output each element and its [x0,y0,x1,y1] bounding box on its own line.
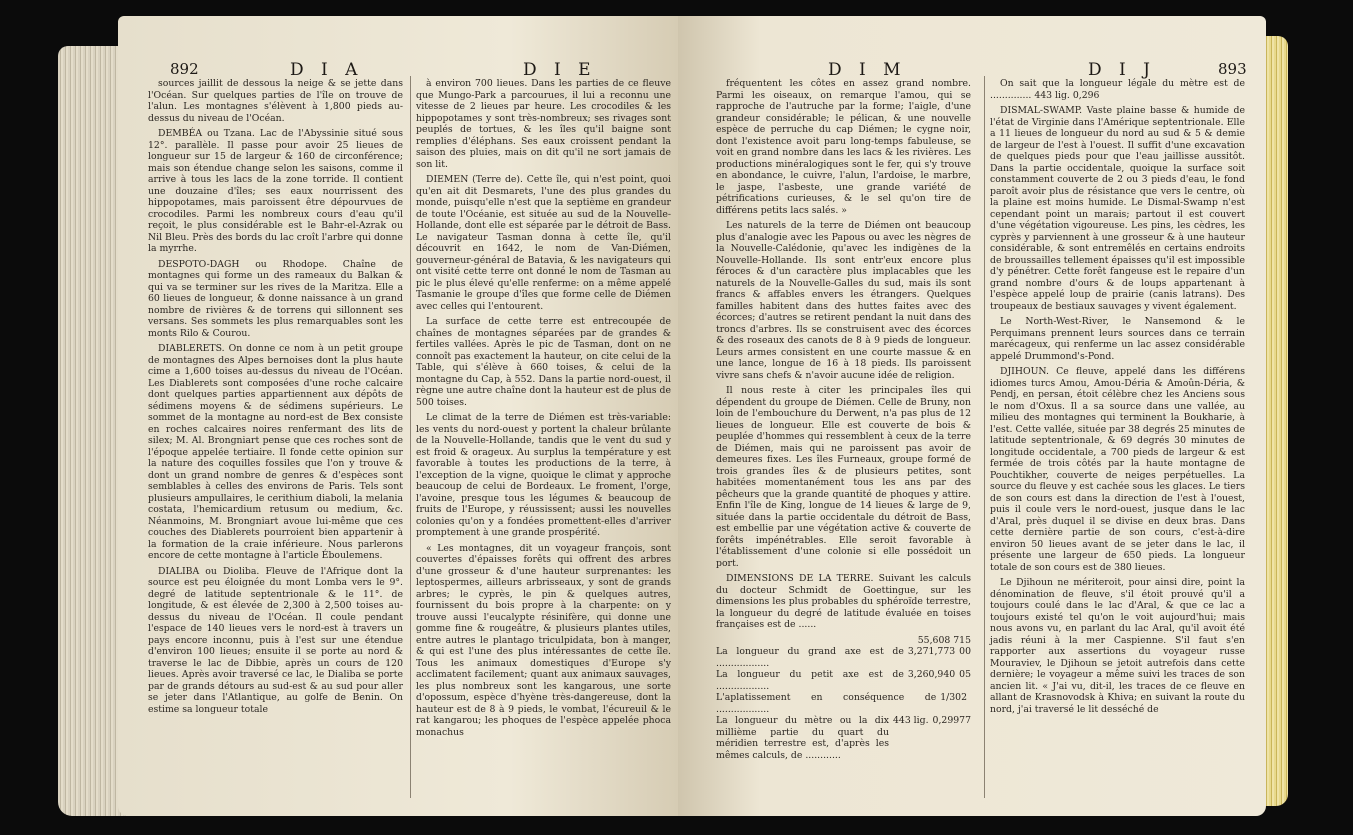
paragraph: DESPOTO-DAGH ou Rhodope. Chaîne de montagnes qui forme un des rameaux du Balkan & qui va se terminer sur les rives de la Maritza. Elle a 60 lieues de longueur, & donne naissance à un grand nombre de rivières & de torrens qui sillonnent ses versans. Ses sommets les plus remarquables sont les monts Rilo & Courou. [148,258,403,339]
paragraph: « Les montagnes, dit un voyageur françois, sont couvertes d'épaisses forêts qui offrent des arbres d'une grosseur & d'une hauteur surprenantes: les leptospermes, ailleurs arbrisseaux, y sont de grands arbres; le cyprès, le pin & quelques autres, fournissent du bois propre à la charpente: on y trouve aussi l'eucalypte résinifère, qui donne une gomme fine & rougeâtre, & plusieurs plantes utiles, entre autres le plantago triculpidata, bon à manger, & qui est l'une des plus intéressantes de cette île. Tous les animaux domestiques d'Europe s'y acclimatent facilement; quant aux animaux sauvages, les plus nombreux sont les kangarous, une sorte d'opossum, espèce d'hyène très-dangereuse, dont la hauteur est de 8 à 9 pieds, le vombat, l'écureuil & le rat kangarou; les phoques de l'espèce appelée phoca monachus [416,542,671,738]
dimension-label: La longueur du petit axe est de .................. [716,669,904,692]
running-header: D I A [290,60,364,80]
paragraph: DIALIBA ou Dioliba. Fleuve de l'Afrique dont la source est peu éloignée du mont Lomba vers le 9°. degré de latitude septentrionale & le 11°. de longitude, & est élevée de 2,300 à 2,500 toises au-dessus du niveau de l'Océan. Il coule pendant l'espace de 140 lieues vers le nord-est à travers un pays encore inconnu, puis à l'est sur une étendue d'environ 100 lieues; ensuite il se porte au nord & traverse le lac de Dibbie, après un cours de 120 lieues. Après avoir traversé ce lac, le Dialiba se porte par de grands détours au sud-est & au sud pour aller se jeter dans l'Atlantique, au golfe de Benin. On estime sa longueur totale [148,565,403,715]
dimension-label: La longueur du mètre ou la dix millième partie du quart du méridien terrestre est, d'après les mêmes calculs, de ............ [716,715,889,761]
paragraph: DISMAL-SWAMP. Vaste plaine basse & humide de l'état de Virginie dans l'Amérique septentrionale. Elle a 11 lieues de longueur du nord au sud & 5 & demie de largeur de l'est à l'ouest. Il suffit d'une excavation de quelques pieds pour que l'eau jaillisse aussitôt. Dans la partie occidentale, quoique la surface soit constamment couverte de 2 ou 3 pieds d'eau, le fond paroît avoir plus de résistance que vers le centre, où la plaine est moins humide. Le Dismal-Swamp n'est cependant point un marais; partout il est couvert d'une végétation vigoureuse. Les pins, les cèdres, les cyprès y parviennent à une grosseur & à une hauteur considérable, & sont entremêlés en certains endroits de broussailles tellement épaisses qu'il est impossible d'y pénétrer. Cette forêt fangeuse est le repaire d'un grand nombre d'ours & de loups appartenant à l'espèce appelé loup de prairie (canis latrans). Des troupeaux de bestiaux sauvages y vivent également. [990,105,1245,312]
dimension-label: L'aplatissement en conséquence de .................. [716,692,937,715]
paragraph: DJIHOUN. Ce fleuve, appelé dans les différens idiomes turcs Amou, Amou-Déria & Amoûn-Déria, & Pendj, en persan, étoit célèbre chez les Anciens sous le nom d'Oxus. Il a sa source dans une vallée, au milieu des montagnes qui terminent la Boukharie, à l'est. Cette vallée, située par 38 degrés 25 minutes de latitude septentrionale, & 69 degrés 30 minutes de longitude occidentale, a 700 pieds de largeur & est fermée de trois côtés par la haute montagne de Pouchtikher, couverte de neiges perpétuelles. La source du fleuve y est cachée sous les glaces. Le tiers de son cours est dans la direction de l'est à l'ouest, puis il coule vers le nord-ouest, jusque dans le lac d'Aral, près duquel il se divise en deux bras. Dans cette dernière partie de son cours, c'est-à-dire environ 50 lieues avant de se jeter dans le lac, il présente une largeur de 650 pieds. La longueur totale de son cours est de 380 lieues. [990,366,1245,573]
running-header: D I M [828,60,907,80]
paragraph: On sait que la longueur légale du mètre est de .............. 443 lig. 0,296 [990,78,1245,101]
dimension-row [716,646,971,669]
paragraph: DIABLERETS. On donne ce nom à un petit groupe de montagnes des Alpes bernoises dont la plus haute cime a 1,600 toises au-dessus du niveau de l'Océan. Les Diablerets sont composées d'une roche calcaire dont quelques parties appartiennent aux dépôts de sédimens moyens & de sédimens supérieurs. Le sommet de la montagne au nord-est de Bex consiste en roches calcaires noires renfermant des lits de silex; M. Al. Brongniart pense que ces roches sont de l'époque appelée tertiaire. Il fonde cette opinion sur la nature des coquilles fossiles que l'on y trouve & dont un grand nombre de genres & d'espèces sont semblables à celles des environs de Paris. Tels sont plusieurs ampullaires, le cerithium diaboli, la melania costata, l'hemicardium retusum ou medium, &c. Néanmoins, M. Brongniart avoue lui-même que ces couches des Diablerets pourroient bien appartenir à la formation de la craie inférieure. Nous parlerons encore de cette montagne à l'article Éboulemens. [148,343,403,561]
paragraph: Le climat de la terre de Diémen est très-variable: les vents du nord-ouest y portent la chaleur brûlante de la Nouvelle-Hollande, tandis que le vent du sud y est froid & orageux. Au surplus la température y est favorable à toutes les productions de la terre, à l'exception de la vigne, quoique le climat y approche beaucoup de celui de Bordeaux. Le froment, l'orge, l'avoine, presque tous les légumes & beaucoup de fruits de l'Europe, y réussissent; aussi les nouvelles colonies qu'on y a fondées promettent-elles d'arriver promptement à une grande prospérité. [416,412,671,538]
page-number: 892 [170,60,199,78]
paragraph: Le North-West-River, le Nansemond & le Perquimans prennent leurs sources dans ce terrain marécageux, qui renferme un lac assez considérable appelé Drummond's-Pond. [990,316,1245,362]
right-page-edges [1264,36,1288,806]
column-divider [410,76,411,798]
paragraph: Le Djihoun ne mériteroit, pour ainsi dire, point la dénomination de fleuve, s'il étoit prouvé qu'il a toujours coulé dans le lac d'Aral, & que ce lac a toujours existé tel qu'on le voit aujourd'hui; mais nous avons vu, en parlant du lac Aral, qu'il avoit été jadis réuni à la mer Caspienne. S'il faut s'en rapporter aux assertions du voyageur russe Mouraviev, le Djihoun se jetoit autrefois dans cette dernière; le voyageur a même suivi les traces de son ancien lit. « J'ai vu, dit-il, les traces de ce fleuve en allant de Krasnovodsk à Khiva; en suivant la route du nord, j'ai traversé le lit desséché de [990,577,1245,715]
column-1 [148,78,403,719]
page-number: 893 [1218,60,1247,78]
paragraph: DEMBÉA ou Tzana. Lac de l'Abyssinie situé sous 12°. parallèle. Il passe pour avoir 25 lieues de longueur sur 15 de largeur & 160 de circonférence; mais son étendue change selon les saisons, comme il arrive à tous les lacs de la zone torride. Il contient une douzaine d'îles; ses eaux nourrissent des hippopotames, mais paroissent être dépourvues de crocodiles. Parmi les nombreux cours d'eau qu'il reçoit, le plus considérable est le Bahr-el-Azrak ou Nil Bleu. Près des bords du lac croît l'arbre qui donne la myrrhe. [148,128,403,254]
dimension-suffix: 715 [953,634,971,646]
dimension-row [716,692,971,715]
dimension-row [716,669,971,692]
paragraph: Les naturels de la terre de Diémen ont beaucoup plus d'analogie avec les Papous ou avec les nègres de la Nouvelle-Calédonie, qu'avec les indigènes de la Nouvelle-Hollande. Ils sont entr'eux encore plus féroces & d'un caractère plus implacables que les naturels de la Nouvelle-Galles du sud, mais ils sont francs & affables envers les étrangers. Quelques familles habitent dans des huttes faites avec des écorces; d'autres se retirent pendant la nuit dans des troncs d'arbres. Ils se construisent avec des écorces & des roseaux des canots de 8 à 9 pieds de longueur. Leurs armes consistent en une courte massue & en une lance, longue de 16 à 18 pieds. Ils paroissent vivre sans chefs & n'avoir aucune idée de religion. [716,220,971,381]
dimension-suffix: 0,29977 [932,715,971,726]
column-1 [716,78,971,761]
paragraph: sources jaillit de dessous la neige & se jette dans l'Océan. Sur quelques parties de l'île on trouve de l'alun. Les montagnes s'élèvent à 1,800 pieds au-dessus du niveau de l'Océan. [148,78,403,124]
dimension-value: 3,260,940 [907,669,956,680]
dimension-label: La longueur du grand axe est de .................. [716,646,904,669]
paragraph: fréquentent les côtes en assez grand nombre. Parmi les oiseaux, on remarque l'amou, qui se rapproche de l'autruche par la forme; l'aigle, d'une grandeur considérable; le pélican, & une nouvelle espèce de perruche du cap Diémen; le cygne noir, dont l'existence avoit paru long-temps fabuleuse, se voit en grand nombre dans les lacs & les rivières. Les productions minéralogiques sont le fer, qui s'y trouve en abondance, le cuivre, l'alun, l'ardoise, le marbre, le jaspe, l'asbeste, une grande variété de pétrifications curieuses, & le sel qu'on tire de différens petits lacs salés. » [716,78,971,216]
open-book [58,16,1288,822]
left-page [118,16,678,816]
dimension-value: 1/302 [940,692,967,703]
dimension-value: 55,608 [917,634,951,646]
running-header: D I E [523,60,597,80]
column-2 [416,78,671,742]
running-header: D I J [1088,60,1156,80]
dimension-suffix: 05 [959,669,971,680]
dimension-value: 443 lig. [892,715,929,726]
dimension-row [716,715,971,761]
dimension-value: 3,271,773 [907,646,956,657]
dimension-suffix: 00 [959,646,971,657]
paragraph: La surface de cette terre est entrecoupée de chaînes de montagnes séparées par de grandes & fertiles vallées. Après le pic de Tasman, dont on ne connoît pas exactement la hauteur, on cite celui de la Table, qui s'élève à 660 toises, & celui de la montagne du Cap, à 552. Dans la partie nord-ouest, il règne une autre chaîne dont la hauteur est de plus de 500 toises. [416,316,671,408]
paragraph: DIEMEN (Terre de). Cette île, qui n'est point, quoi qu'en ait dit Desmarets, l'une des plus grandes du monde, puisqu'elle n'est que la septième en grandeur de toute l'Océanie, est située au sud de la Nouvelle-Hollande, dont elle est séparée par le détroit de Bass. Le navigateur Tasman donna à cette île, qu'il découvrit en 1642, le nom de Van-Diémen, gouverneur-général de Batavia, & les navigateurs qui ont visité cette terre ont donné le nom de Tasman au pic le plus élevé qu'elle renferme: on a même appelé Tasmanie le groupe d'îles que forme celle de Diémen avec celles qui l'entourent. [416,174,671,312]
paragraph: Il nous reste à citer les principales îles qui dépendent du groupe de Diémen. Celle de Bruny, non loin de l'embouchure du Derwent, n'a pas plus de 12 lieues de longueur. Elle est couverte de bois & peuplée d'hommes qui ressemblent à ceux de la terre de Diémen, mais qui ne paroissent pas avoir de demeures fixes. Les îles Furneaux, groupe formé de trois grandes îles & de plusieurs petites, sont habitées momentanément tous les ans par des pêcheurs que la grande quantité de phoques y attire. Enfin l'île de King, longue de 14 lieues & large de 9, située dans la partie occidentale du détroit de Bass, est embellie par une végétation active & couverte de forêts impénétrables. Elle seroit favorable à l'établissement d'une colonie si elle possédoit un port. [716,385,971,569]
column-2 [990,78,1245,719]
column-divider [984,76,985,798]
dimension-row [716,635,971,647]
paragraph: à environ 700 lieues. Dans les parties de ce fleuve que Mungo-Park a parcourues, il lui a reconnu une vitesse de 2 lieues par heure. Les crocodiles & les hippopotames y sont très-nombreux; ses rivages sont peuplés de tortues, & les îles qu'il baigne sont remplies d'éléphans. Ses eaux croissent pendant la saison des pluies, mais on dit qu'il ne sort jamais de son lit. [416,78,671,170]
right-page [678,16,1266,816]
paragraph: DIMENSIONS DE LA TERRE. Suivant les calculs du docteur Schmidt de Goettingue, sur les dimensions les plus probables du sphéroïde terrestre, la longueur du degré de latitude évaluée en toises françaises est de ...... [716,573,971,630]
